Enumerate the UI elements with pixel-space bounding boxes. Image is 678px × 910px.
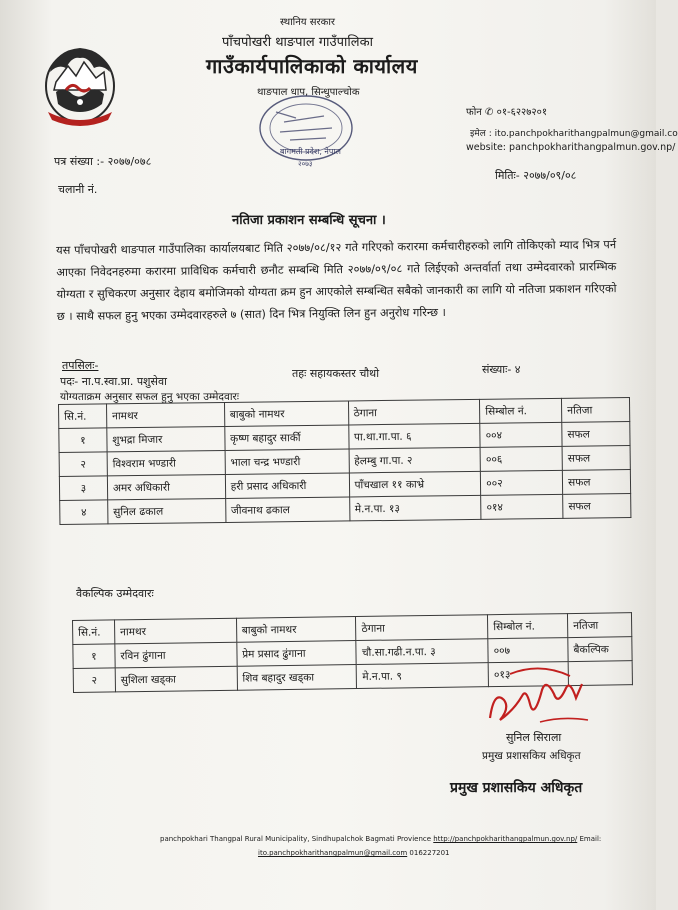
cell-result: बैकल्पिक: [568, 637, 632, 662]
office-address: थाङपाल धाप, सिन्धुपाल्चोक: [257, 87, 360, 98]
cell-result: सफल: [562, 446, 630, 471]
footer-line-2: [258, 849, 450, 857]
cell-result: सफल: [563, 494, 631, 519]
local-government-label: स्थानिय सरकार: [280, 17, 335, 28]
alternate-candidates-label: वैकल्पिक उम्मेदवारः: [76, 587, 154, 600]
cell-symbol: ०१३: [488, 662, 568, 687]
phone-label: फोन: [466, 107, 482, 118]
cell-address: पा.था.गा.पा. ६: [348, 423, 480, 449]
footer-line-1: [160, 835, 601, 843]
cell-father: शिव बहादुर खड्का: [237, 665, 357, 691]
cell-name: विश्वराम भण्डारी: [107, 450, 225, 475]
successful-candidates-table: [58, 397, 631, 525]
cell-sn: १: [73, 644, 115, 669]
email-line: [470, 126, 678, 139]
col-header-address: ठेगाना: [356, 615, 488, 641]
post-level: तहः सहायकस्तर चौथो: [292, 367, 380, 380]
col-header-name: नामथर: [114, 618, 236, 644]
footer-website-link[interactable]: http://panchpokharithangpalmun.gov.np/: [433, 835, 578, 843]
stamp-year: २०७३: [298, 160, 313, 168]
cell-sn: ३: [59, 476, 107, 501]
letter-date: मितिः- २०७७/०९/०८: [495, 169, 577, 182]
cell-address: मे.न.पा. १३: [349, 495, 481, 521]
footer-phone: 016227201: [407, 849, 450, 857]
footer-email-link[interactable]: ito.panchpokharithangpalmun@gmail.com: [258, 849, 408, 857]
cell-symbol: ००६: [480, 446, 562, 471]
cell-address: पाँचखाल ११ काभ्रे: [349, 471, 481, 497]
footer-email-label: Email:: [577, 835, 602, 843]
officer-title: प्रमुख प्रशासकिय अधिकृत: [482, 750, 581, 762]
cell-name: रविन ढुंगाना: [115, 642, 237, 668]
col-header-father: बाबुको नामथर: [224, 401, 348, 427]
dispatch-number: चलानी नं.: [58, 183, 98, 196]
cell-name: सुशिला खड्का: [115, 666, 237, 692]
col-header-result: नतिजा: [568, 613, 632, 638]
col-header-result: नतिजा: [562, 398, 630, 423]
cell-father: भाला चन्द्र भण्डारी: [225, 449, 349, 475]
cell-sn: ४: [60, 500, 108, 525]
cell-sn: २: [59, 452, 107, 477]
cell-symbol: ००२: [481, 470, 563, 495]
email-address[interactable]: ito.panchpokharithangpalmun@gmail.co: [494, 129, 678, 139]
reference-number: पत्र संख्या :- २०७७/०७८: [54, 155, 152, 168]
cell-father: कृष्ण बहादुर सार्की: [224, 425, 348, 451]
cell-result: सफल: [562, 470, 630, 495]
website-line: [466, 142, 675, 153]
cell-father: प्रेम प्रसाद ढुंगाना: [236, 641, 356, 667]
office-stamp-icon: [246, 92, 366, 170]
col-header-father: बाबुको नामथर: [236, 617, 356, 643]
cell-address: चौ.सा.गढी.न.पा. ३: [356, 639, 488, 665]
officer-name: सुनिल सिराला: [506, 731, 562, 744]
cell-result: सफल: [562, 422, 630, 447]
cell-address: हेलम्बु गा.पा. २: [349, 447, 481, 473]
cell-sn: २: [73, 668, 115, 693]
nepal-emblem-icon: [42, 42, 118, 126]
stamp-province: बागमती प्रदेश, नेपाल: [280, 147, 341, 156]
officer-seal-title: प्रमुख प्रशासकिय अधिकृत: [450, 780, 583, 796]
col-header-address: ठेगाना: [348, 399, 480, 425]
cell-address: मे.न.पा. ९: [357, 663, 489, 689]
col-header-sn: सि.नं.: [73, 620, 115, 645]
municipality-name: पाँचपोखरी थाङपाल गाउँपालिका: [222, 35, 373, 50]
col-header-name: नामथर: [106, 402, 224, 427]
website-url[interactable]: panchpokharithangpalmun.gov.np/: [509, 142, 676, 153]
website-label: website:: [466, 142, 507, 153]
cell-symbol: ००७: [488, 638, 568, 663]
post-name: पदः- ना.प.स्वा.प्रा. पशुसेवा: [60, 375, 167, 388]
signature-icon: [470, 660, 600, 734]
phone-icon: ✆: [485, 107, 494, 118]
cell-sn: १: [59, 428, 107, 453]
cell-symbol: ०१४: [481, 494, 563, 519]
notice-body: यस पाँचपोखरी थाङपाल गाउँपालिका कार्यालयबाट मिति २०७७/०८/१२ गते गरिएको करारमा कर्मचारीहरुको लागि तोकिएको म्याद भित्र पर्न आएका निवेदनहरुमा करारमा प्राविधिक कर्मचारी छनौट सम्बन्धि मिति २०७७/०९/०८ गते लिईएको अन्तर्वार्ता तथा उम्मेदवारको प्रारम्भिक योग्यता र सुचिकरण अनुसार देहाय बमोजिमको योग्यता क्रम हुन आएकोले सम्बन्धित सबैको जानकारी का लागि यो नतिजा प्रकाशन गरिएको छ । साथै सफल हुनु भएका उम्मेदवारहरुले ७ (सात) दिन भित्र नियुक्ति लिन हुन अनुरोध गरिन्छ ।: [56, 238, 617, 323]
successful-candidates-label: योग्यताक्रम अनुसार सफल हुनु भएका उम्मेदवारः: [60, 391, 239, 403]
cell-symbol: ००४: [480, 422, 562, 447]
cell-name: सुनिल ढकाल: [108, 498, 226, 523]
col-header-symbol: सिम्बोल नं.: [480, 398, 562, 423]
footer-organization: panchpokhari Thangpal Rural Municipality, Sindhupalchok Bagmati Provience: [160, 835, 432, 843]
notice-title: नतिजा प्रकाशन सम्बन्धि सूचना ।: [232, 213, 386, 228]
office-name: गाउँकार्यपालिकाको कार्यालय: [206, 54, 418, 78]
col-header-sn: सि.नं.: [59, 404, 107, 429]
cell-father: हरी प्रसाद अधिकारी: [225, 473, 349, 499]
email-label: इमेल :: [470, 129, 492, 139]
cell-name: शुभद्रा मिजार: [107, 426, 225, 451]
col-header-symbol: सिम्बोल नं.: [488, 614, 568, 639]
phone-line: [466, 104, 547, 118]
details-label: तपसिलः-: [62, 359, 99, 372]
cell-name: अमर अधिकारी: [107, 474, 225, 499]
vacancy-count: संख्याः- ४: [482, 363, 521, 376]
cell-father: जीवनाथ ढकाल: [225, 497, 349, 523]
phone-number: ०१-६२२७२०१: [496, 107, 548, 118]
